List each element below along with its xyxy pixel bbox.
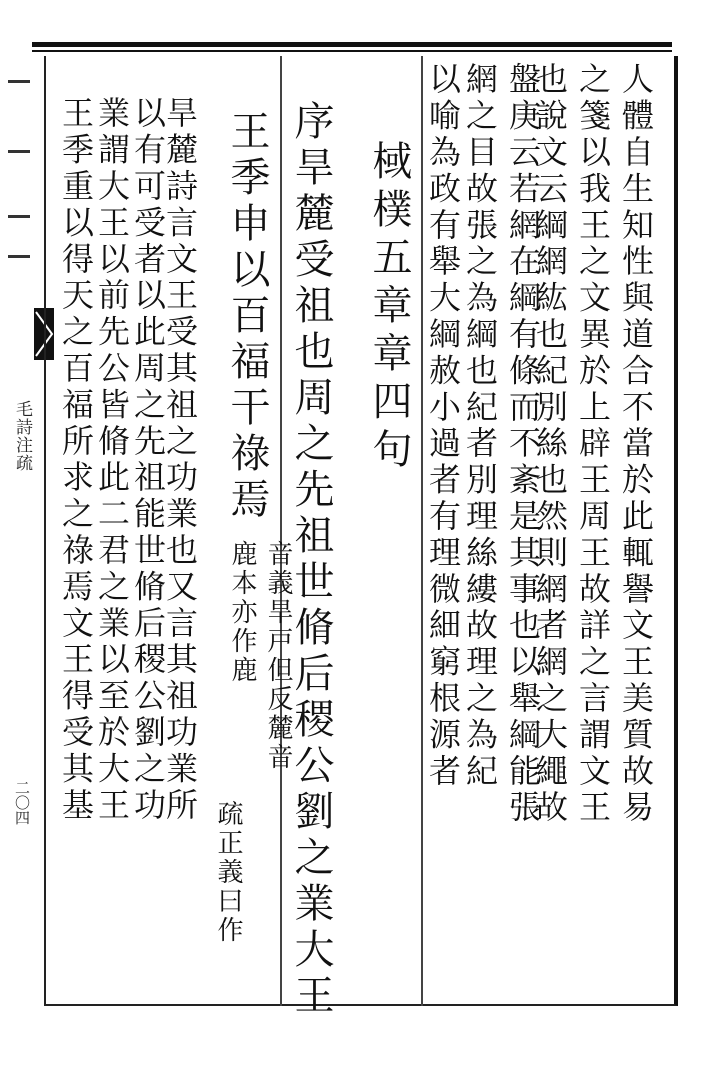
top-border-thin bbox=[32, 50, 672, 52]
text-column-2: 之箋以我王之文異於上辟王周王故詳之言謂文王 bbox=[574, 62, 612, 827]
commentary-column-3: 業謂大王以前先公皆脩此二君之業以至於大王 bbox=[93, 96, 131, 824]
top-border bbox=[32, 42, 672, 47]
text-column-3: 也說文云綱網紘也紀別絲也然則網者網之大繩故 bbox=[531, 62, 569, 827]
book-title: 毛詩注疏 bbox=[12, 400, 32, 472]
chapter-title: 棫樸五章章四句 bbox=[366, 140, 412, 476]
commentary-column-2: 以有可受者以此周之先祖能世脩后稷公劉之功 bbox=[129, 96, 167, 824]
preface-column: 序旱麓受祖也周之先祖世脩后稷公劉之業大王 bbox=[288, 100, 334, 1020]
preface-column-cont: 王季申以百福干祿焉 bbox=[224, 110, 270, 524]
page-number: 二〇四 bbox=[13, 780, 31, 825]
margin-mark bbox=[8, 255, 30, 258]
commentary-column-1: 旱麓詩言文王受其祖之功業也又言其祖功業所 bbox=[161, 96, 199, 824]
margin-mark bbox=[8, 150, 30, 153]
text-column-5: 網之目故張之為綱也紀者別理絲縷故理之為紀 bbox=[461, 62, 499, 790]
commentary-column-4: 王季重以得天之百福所求之祿焉文王得受其基 bbox=[57, 96, 95, 824]
yinyi-note: 音義旱戸但反麓音鹿本亦作鹿 bbox=[227, 540, 293, 772]
margin-mark bbox=[8, 80, 30, 83]
column-divider bbox=[280, 56, 282, 1006]
column-divider bbox=[421, 56, 423, 1006]
margin-mark bbox=[8, 215, 30, 218]
text-column-6: 以喻為政有舉大綱赦小過者有理微細窮根源者 bbox=[424, 62, 462, 790]
text-column-1: 人體自生知性與道合不當於此輒譽文王美質故易 bbox=[617, 62, 655, 827]
text-column-4: 盤庚云若網在綱有條而不紊是其事也以舉綱能張 bbox=[504, 62, 542, 827]
shu-note: 疏正義曰作 bbox=[213, 800, 243, 945]
page-margin bbox=[0, 0, 40, 1024]
